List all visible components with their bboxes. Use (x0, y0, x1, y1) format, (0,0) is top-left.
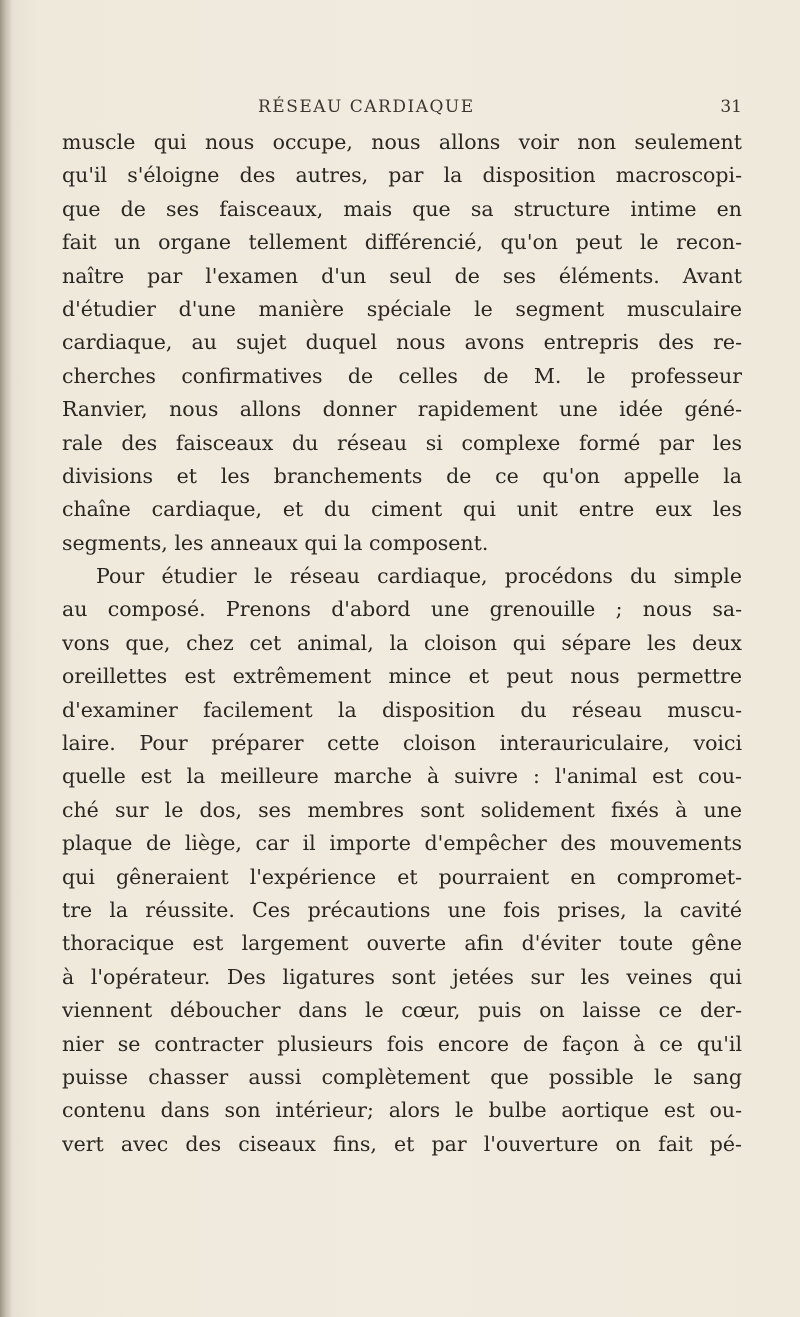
body-text (62, 126, 742, 1161)
text-line: oreillettes est extrêmement mince et peut nous permettre (62, 664, 742, 689)
text-line: vert avec des ciseaux fins, et par l'ouverture on fait pé- (62, 1131, 742, 1156)
paragraph-end-line: segments, les anneaux qui la composent. (62, 530, 489, 555)
text-line: rale des faisceaux du réseau si complexe formé par les (62, 430, 742, 455)
running-head (62, 97, 742, 125)
text-line: que de ses faisceaux, mais que sa structure intime en (62, 196, 742, 221)
text-line: ché sur le dos, ses membres sont solidement fixés à une (62, 797, 742, 822)
text-line: laire. Pour préparer cette cloison interauriculaire, voici (62, 731, 742, 756)
text-line: chaîne cardiaque, et du ciment qui unit entre eux les (62, 497, 742, 522)
running-title: RÉSEAU CARDIAQUE (258, 97, 475, 117)
text-line: d'examiner facilement la disposition du réseau muscu- (62, 697, 742, 722)
text-line: quelle est la meilleure marche à suivre : l'animal est cou- (62, 764, 742, 789)
text-line: plaque de liège, car il importe d'empêcher des mouvements (62, 831, 742, 856)
text-line: qu'il s'éloigne des autres, par la disposition macroscopi- (62, 163, 742, 188)
text-line: à l'opérateur. Des ligatures sont jetées sur les veines qui (62, 964, 742, 989)
text-line: cardiaque, au sujet duquel nous avons entrepris des re- (62, 330, 742, 355)
binding-shadow (0, 0, 12, 1317)
text-line: puisse chasser aussi complètement que possible le sang (62, 1064, 742, 1089)
paragraph-start-line: Pour étudier le réseau cardiaque, procédons du simple (96, 564, 742, 589)
text-line: au composé. Prenons d'abord une grenouille ; nous sa- (62, 597, 742, 622)
text-line: muscle qui nous occupe, nous allons voir non seulement (62, 130, 742, 154)
text-line: qui gêneraient l'expérience et pourraient en compromet- (62, 864, 742, 889)
text-line: vons que, chez cet animal, la cloison qui sépare les deux (62, 630, 742, 655)
text-line: naître par l'examen d'un seul de ses éléments. Avant (62, 263, 742, 288)
text-line: divisions et les branchements de ce qu'on appelle la (62, 463, 742, 488)
text-line: cherches confirmatives de celles de M. le professeur (62, 363, 742, 388)
text-line: thoracique est largement ouverte afin d'éviter toute gêne (62, 931, 742, 956)
text-line: d'étudier d'une manière spéciale le segment musculaire (62, 296, 742, 321)
text-line: contenu dans son intérieur; alors le bulbe aortique est ou- (62, 1098, 742, 1123)
text-line: nier se contracter plusieurs fois encore de façon à ce qu'il (62, 1031, 742, 1056)
text-line: fait un organe tellement différencié, qu'on peut le recon- (62, 230, 742, 255)
text-line: Ranvier, nous allons donner rapidement une idée géné- (62, 397, 742, 422)
text-line: tre la réussite. Ces précautions une fois prises, la cavité (62, 897, 742, 922)
page-number: 31 (720, 97, 742, 117)
text-line: viennent déboucher dans le cœur, puis on laisse ce der- (62, 998, 742, 1023)
